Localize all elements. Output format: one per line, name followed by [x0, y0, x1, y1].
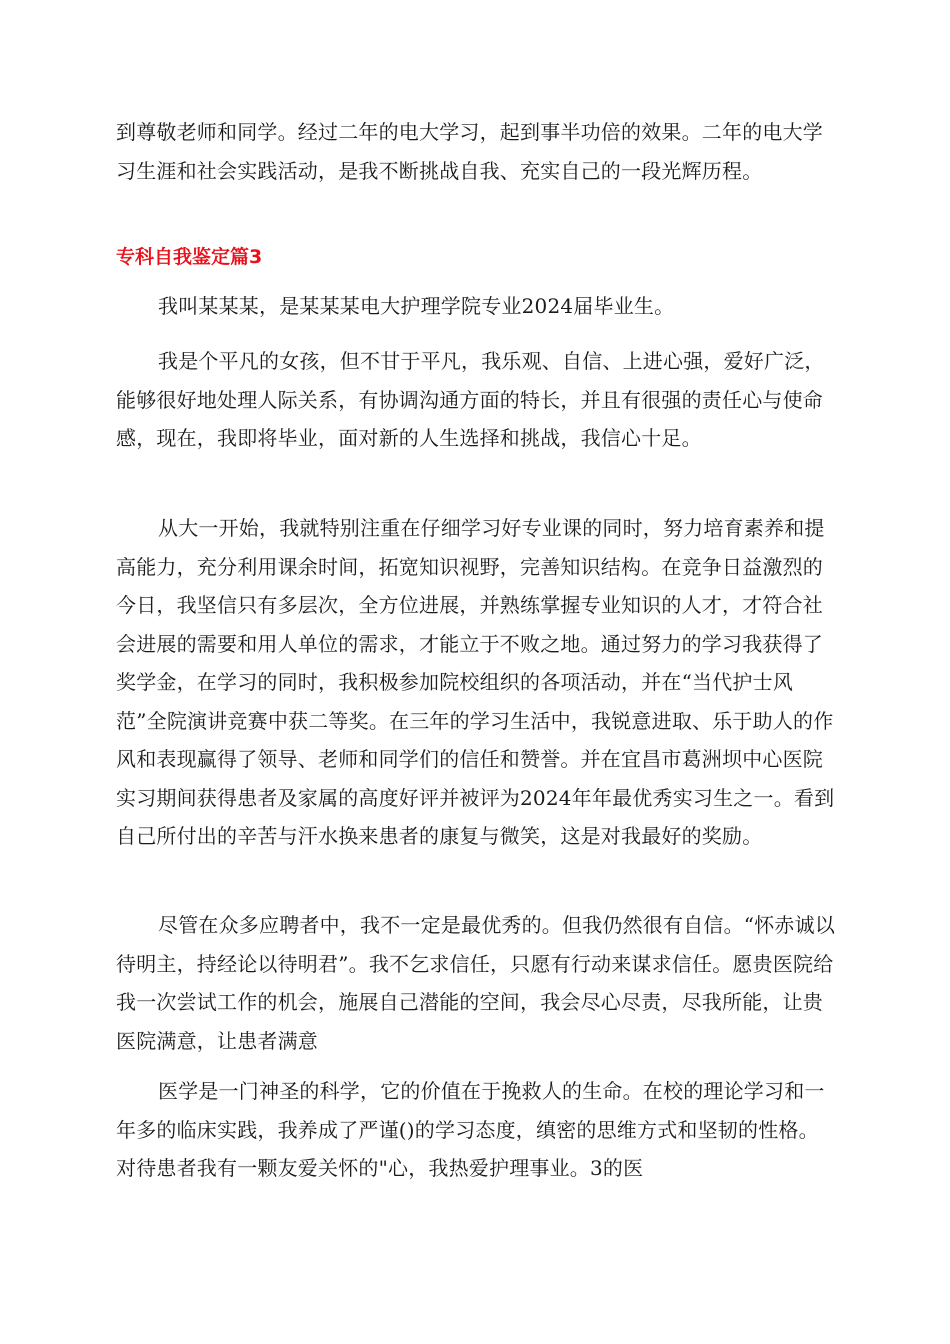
paragraph-achievements: 从大一开始，我就特别注重在仔细学习好专业课的同时，努力培育素养和提高能力，充分利用课余时间，拓宽知识视野，完善知识结构。在竞争日益激烈的今日，我坚信只有多层次，全方位进展，并熟练掌握专业知识的人才，才符合社会进展的需要和用人单位的需求，才能立于不败之地。通过努力的学习我获得了奖学金，在学习的同时，我积极参加院校组织的各项活动，并在“当代护士风范”全院演讲竞赛中获二等奖。在三年的学习生活中，我锐意进取、乐于助人的作风和表现赢得了领导、老师和同学们的信任和赞誉。并在宜昌市葛洲坝中心医院实习期间获得患者及家属的高度好评并被评为2024年年最优秀实习生之一。看到自己所付出的辛苦与汗水换来患者的康复与微笑，这是对我最好的奖励。: [116, 516, 835, 848]
continuation-paragraph: 到尊敬老师和同学。经过二年的电大学习，起到事半功倍的效果。二年的电大学习生涯和社会实践活动，是我不断挑战自我、充实自己的一段光辉历程。: [116, 120, 823, 183]
paragraph-confidence: 尽管在众多应聘者中，我不一定是最优秀的。但我仍然很有自信。“怀赤诚以待明主，持经论以待明君”。我不乞求信任，只愿有行动来谋求信任。愿贵医院给我一次尝试工作的机会，施展自己潜能的空间，我会尽心尽责，尽我所能，让贵医院满意，让患者满意: [116, 913, 836, 1053]
section-heading: 专科自我鉴定篇3: [116, 246, 263, 268]
paragraph-personality: 我是个平凡的女孩，但不甘于平凡，我乐观、自信、上进心强，爱好广泛，能够很好地处理人际关系，有协调沟通方面的特长，并且有很强的责任心与使命感，现在，我即将毕业，面对新的人生选择和挑战，我信心十足。: [116, 349, 825, 450]
paragraph-intro: 我叫某某某，是某某某电大护理学院专业2024届毕业生。: [158, 294, 675, 318]
paragraph-medicine: 医学是一门神圣的科学，它的价值在于挽救人的生命。在校的理论学习和一年多的临床实践，我养成了严谨()的学习态度，缜密的思维方式和坚韧的性格。对待患者我有一颗友爱关怀的"心，我热爱护理事业。3的医: [116, 1079, 825, 1180]
